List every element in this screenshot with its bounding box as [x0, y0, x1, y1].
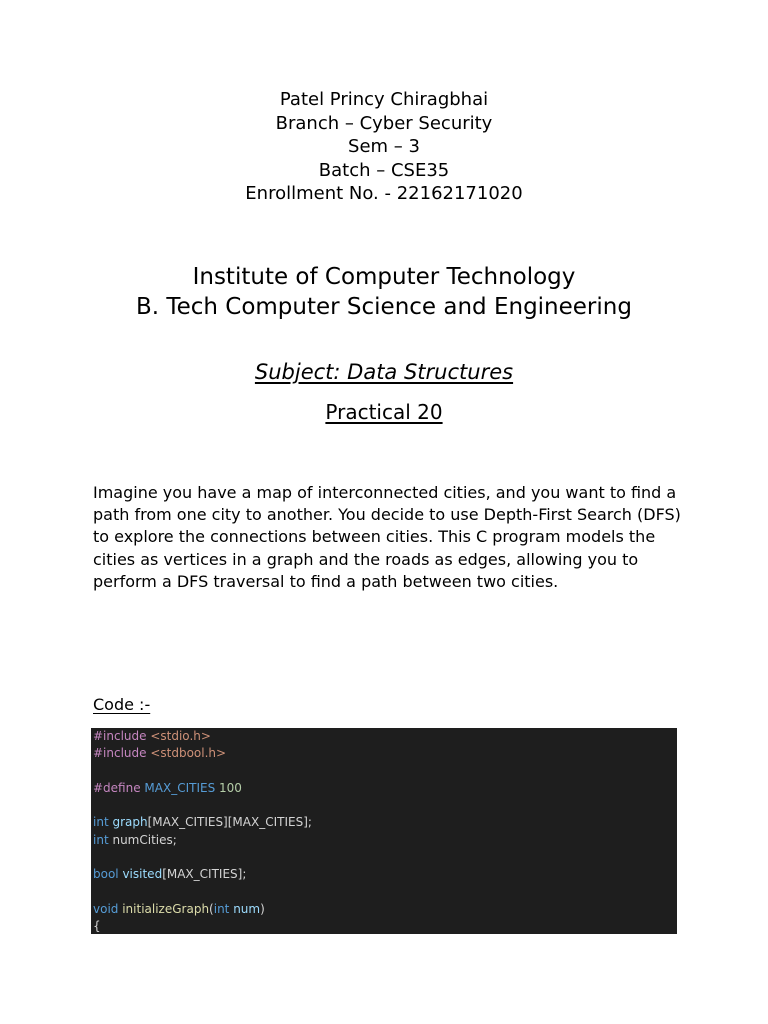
code-token: num: [229, 901, 261, 916]
code-token: #include: [93, 746, 147, 761]
code-token: visited: [118, 867, 163, 882]
program-name: B. Tech Computer Science and Engineering: [136, 294, 632, 320]
code-token: MAX_CITIES: [140, 780, 216, 795]
code-line: [91, 728, 677, 745]
code-line: [91, 780, 677, 797]
code-token: [MAX_CITIES];: [162, 867, 247, 882]
subject-heading: Subject: Data Structures: [254, 360, 514, 384]
code-label: Code :-: [93, 695, 151, 714]
code-token: {: [93, 919, 101, 934]
code-line: [91, 866, 677, 883]
code-line: [91, 814, 677, 831]
code-token: (: [209, 901, 214, 916]
student-name: Patel Princy Chiragbhai: [279, 89, 489, 110]
code-block: [91, 728, 677, 934]
code-token: numCities;: [108, 832, 177, 847]
code-token: int: [93, 832, 109, 847]
code-token: graph: [108, 815, 148, 830]
code-token: #define: [93, 780, 141, 795]
code-token: void: [93, 901, 119, 916]
code-token: initializeGraph: [118, 901, 210, 916]
code-token: <stdio.h>: [146, 729, 211, 743]
code-line: [91, 745, 677, 762]
code-line-blank: [91, 797, 677, 814]
code-token: bool: [93, 867, 119, 882]
code-token: [MAX_CITIES][MAX_CITIES];: [147, 815, 312, 830]
code-token: <stdbool.h>: [146, 746, 227, 761]
student-batch: Batch – CSE35: [318, 159, 450, 181]
practical-heading: Practical 20: [325, 400, 443, 424]
code-line: [91, 901, 677, 918]
code-token: int: [213, 901, 230, 916]
code-token: 100: [215, 780, 242, 795]
code-token: int: [93, 815, 109, 830]
code-token: #include: [93, 729, 147, 743]
code-line-blank: [91, 849, 677, 866]
institute-name: Institute of Computer Technology: [192, 264, 576, 290]
code-line-blank: [91, 884, 677, 901]
student-sem: Sem – 3: [348, 136, 420, 157]
code-line: [91, 918, 677, 934]
student-branch: Branch – Cyber Security: [275, 112, 493, 134]
code-token: ): [260, 901, 265, 916]
student-info: [0, 88, 768, 206]
student-enrollment: Enrollment No. - 22162171020: [245, 183, 523, 204]
code-line-blank: [91, 763, 677, 780]
code-line: [91, 832, 677, 849]
institute-info: [0, 262, 768, 322]
problem-description: Imagine you have a map of interconnected cities, and you want to find a path from one city to another. You decide to use Depth-First Search (DFS) to explore the connections between cities. This C program models the cities as vertices in a graph and the roads as edges, allowing you to perform a DFS traversal to find a path between two cities.: [93, 483, 681, 591]
